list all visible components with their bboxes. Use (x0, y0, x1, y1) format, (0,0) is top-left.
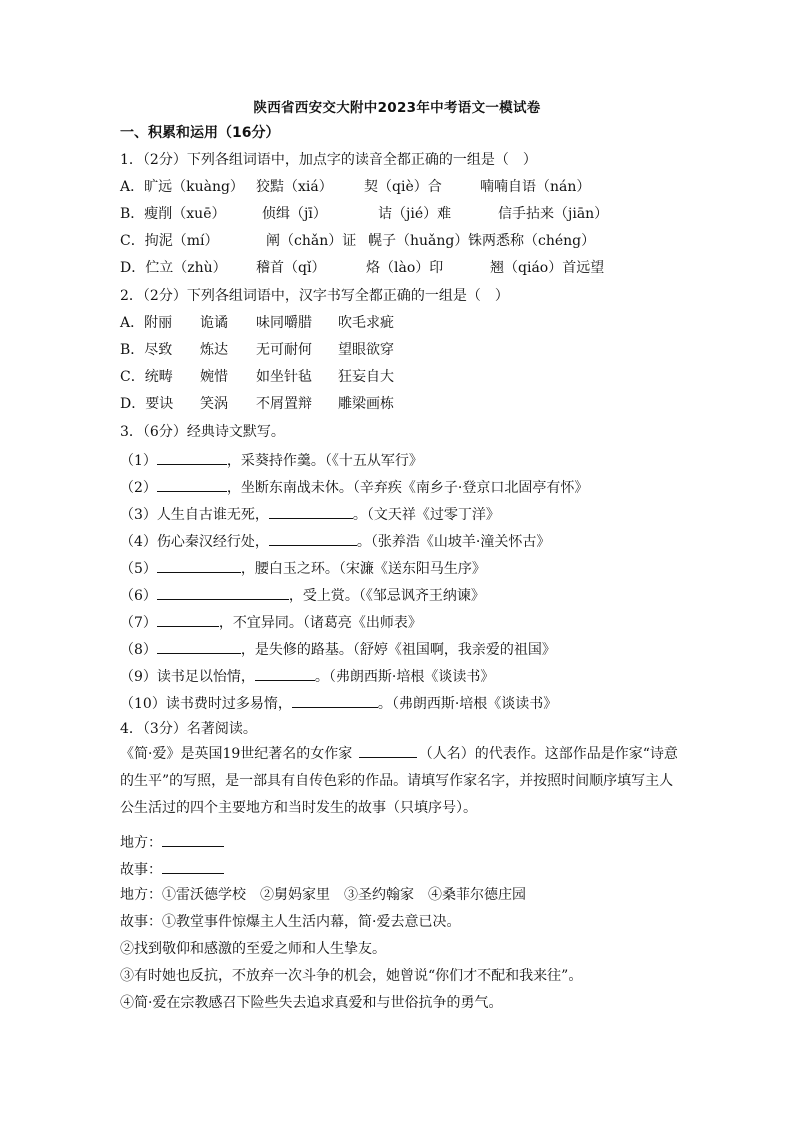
answer-blank[interactable] (255, 666, 315, 681)
q3-item-7-pre: （7） (120, 615, 157, 631)
q1-option-c1: C．拘泥（mí） (120, 233, 219, 249)
q4-story-2: ②找到敬仰和感激的至爱之师和人生挚友。 (120, 941, 386, 957)
answer-blank[interactable] (157, 585, 289, 600)
q3-item-10-pre: （10）读书费时过多易惰， (120, 696, 292, 712)
q3-item-6 (120, 585, 485, 605)
q3-item-3-pre: （3）人生自古谁无死， (120, 507, 269, 523)
q2-option-d2: 笑涡 (200, 396, 228, 412)
answer-blank[interactable] (157, 639, 241, 654)
q2-option-c3: 如坐针毡 (256, 369, 312, 385)
q3-item-10 (120, 693, 557, 713)
q2-option-a1: A．附丽 (120, 315, 173, 331)
q4-story-label: 故事： (120, 862, 162, 878)
q1-option-a4: 喃喃自语（nán） (480, 179, 591, 195)
story-blank[interactable] (162, 859, 224, 874)
answer-blank[interactable] (269, 531, 357, 546)
q1-option-b1: B．瘦削（xuē） (120, 206, 226, 222)
q1-option-c3: 幌子（huǎng） (368, 233, 469, 249)
q2-option-b2: 炼达 (200, 342, 228, 358)
q3-item-8-pre: （8） (120, 642, 157, 658)
q3-item-5-post: ，腰白玉之环。（宋濂《送东阳马生序》 (240, 561, 486, 577)
author-blank[interactable] (359, 743, 417, 758)
answer-blank[interactable] (292, 693, 378, 708)
q4-story-3: ③有时她也反抗，不放弃一次斗争的机会，她曾说“你们才不配和我来往”。 (120, 968, 583, 984)
q2-option-b3: 无可耐何 (256, 342, 312, 358)
q4-paragraph-a: 《简·爱》是英国19世纪著名的女作家 (120, 746, 353, 762)
q3-item-6-pre: （6） (120, 588, 157, 604)
q2-option-d3: 不屑置辩 (256, 396, 312, 412)
q2-stem: 2．（2分）下列各组词语中，汉字书写全都正确的一组是（ ） (120, 288, 509, 304)
q3-item-8-post: ，是失修的路基。（舒婷《祖国啊，我亲爱的祖国》 (240, 642, 556, 658)
q1-option-a2: 狡黠（xiá） (256, 179, 333, 195)
q3-item-7-post: ，不宜异同。（诸葛亮《出师表》 (218, 615, 422, 631)
q4-story-line (120, 859, 224, 879)
answer-blank[interactable] (157, 477, 227, 492)
q4-place-line (120, 832, 224, 852)
q1-option-a1: A．旷远（kuàng） (120, 179, 244, 195)
answer-blank[interactable] (269, 504, 353, 519)
q3-item-9-post: 。（弗朗西斯·培根《谈读书》 (314, 669, 495, 685)
q2-option-c1: C．统畴 (120, 369, 173, 385)
q3-item-1-pre: （1） (120, 453, 157, 469)
q2-option-b1: B．尽致 (120, 342, 173, 358)
q3-item-6-post: ，受上赏。（《邹忌讽齐王纳谏》 (288, 588, 485, 604)
q3-item-2-post: ，坐断东南战未休。（辛弃疾《南乡子·登京口北固亭有怀》 (226, 480, 589, 496)
q2-option-d1: D．要诀 (120, 396, 174, 412)
q3-item-4-pre: （4）伤心秦汉经行处， (120, 534, 269, 550)
q3-stem: 3．（6分）经典诗文默写。 (120, 424, 285, 440)
q2-option-a4: 吹毛求疵 (338, 315, 394, 331)
q2-option-a2: 诡谲 (200, 315, 228, 331)
q1-option-b4: 信手拈来（jiān） (498, 206, 609, 222)
q3-item-2-pre: （2） (120, 480, 157, 496)
q1-option-d1: D．伫立（zhù） (120, 260, 227, 276)
q1-stem: 1．（2分）下列各组词语中，加点字的读音全都正确的一组是（ ） (120, 152, 537, 168)
q3-item-7 (120, 612, 422, 632)
q4-paragraph (120, 741, 680, 822)
section-heading: 一、积累和运用（16分） (120, 125, 280, 141)
answer-blank[interactable] (157, 558, 241, 573)
q4-story-4: ④简·爱在宗教感召下险些失去追求真爱和与世俗抗争的勇气。 (120, 995, 503, 1011)
q4-places-list: 地方：①雷沃德学校 ②舅妈家里 ③圣约翰家 ④桑菲尔德庄园 (120, 887, 526, 903)
q4-paragraph-b: （人名）的代表作。这部作品是作家“诗意的生平”的写照，是一部具有自传色彩的作品。请填写作家名字，并按照时间顺序填写主人公生活过的四个主要地方和当时发生的故事（只填序号）。 (120, 746, 678, 816)
q3-item-4 (120, 531, 550, 551)
q3-item-8 (120, 639, 556, 659)
q3-item-10-post: 。（弗朗西斯·培根《谈读书》 (377, 696, 558, 712)
q3-item-9-pre: （9）读书足以怡情， (120, 669, 255, 685)
q2-option-d4: 雕梁画栋 (338, 396, 394, 412)
q1-option-b3: 诘（jié）难 (378, 206, 452, 222)
q3-item-3-post: 。（文天祥《过零丁洋》 (352, 507, 500, 523)
answer-blank[interactable] (157, 612, 219, 627)
q3-item-9 (120, 666, 494, 686)
q1-option-c4: 铢两悉称（chéng） (468, 233, 596, 249)
q4-place-label: 地方： (120, 835, 162, 851)
q3-item-5-pre: （5） (120, 561, 157, 577)
q3-item-1 (120, 450, 423, 470)
q2-option-b4: 望眼欲穿 (338, 342, 394, 358)
q4-stem: 4．（3分）名著阅读。 (120, 721, 257, 737)
q2-option-a3: 味同嚼腊 (256, 315, 312, 331)
q1-option-c2: 阐（chǎn）证 (266, 233, 357, 249)
q1-option-d2: 稽首（qǐ） (256, 260, 326, 276)
page-title: 陕西省西安交大附中2023年中考语文一模试卷 (253, 100, 541, 116)
place-blank[interactable] (162, 832, 224, 847)
q1-option-d4: 翘（qiáo）首远望 (490, 260, 605, 276)
q4-story-1: 故事：①教堂事件惊爆主人生活内幕，简·爱去意已决。 (120, 914, 461, 930)
q3-item-2 (120, 477, 588, 497)
q3-item-4-post: 。（张养浩《山坡羊·潼关怀古》 (356, 534, 551, 550)
q1-option-b2: 侦缉（jī） (262, 206, 327, 222)
q1-option-d3: 烙（lào）印 (366, 260, 444, 276)
q1-option-a3: 契（qiè）合 (364, 179, 442, 195)
q3-item-1-post: ，采葵持作羹。（《十五从军行》 (226, 453, 423, 469)
q2-option-c4: 狂妄自大 (338, 369, 394, 385)
q2-option-c2: 婉惜 (200, 369, 228, 385)
q3-item-5 (120, 558, 486, 578)
q3-item-3 (120, 504, 500, 524)
answer-blank[interactable] (157, 450, 227, 465)
